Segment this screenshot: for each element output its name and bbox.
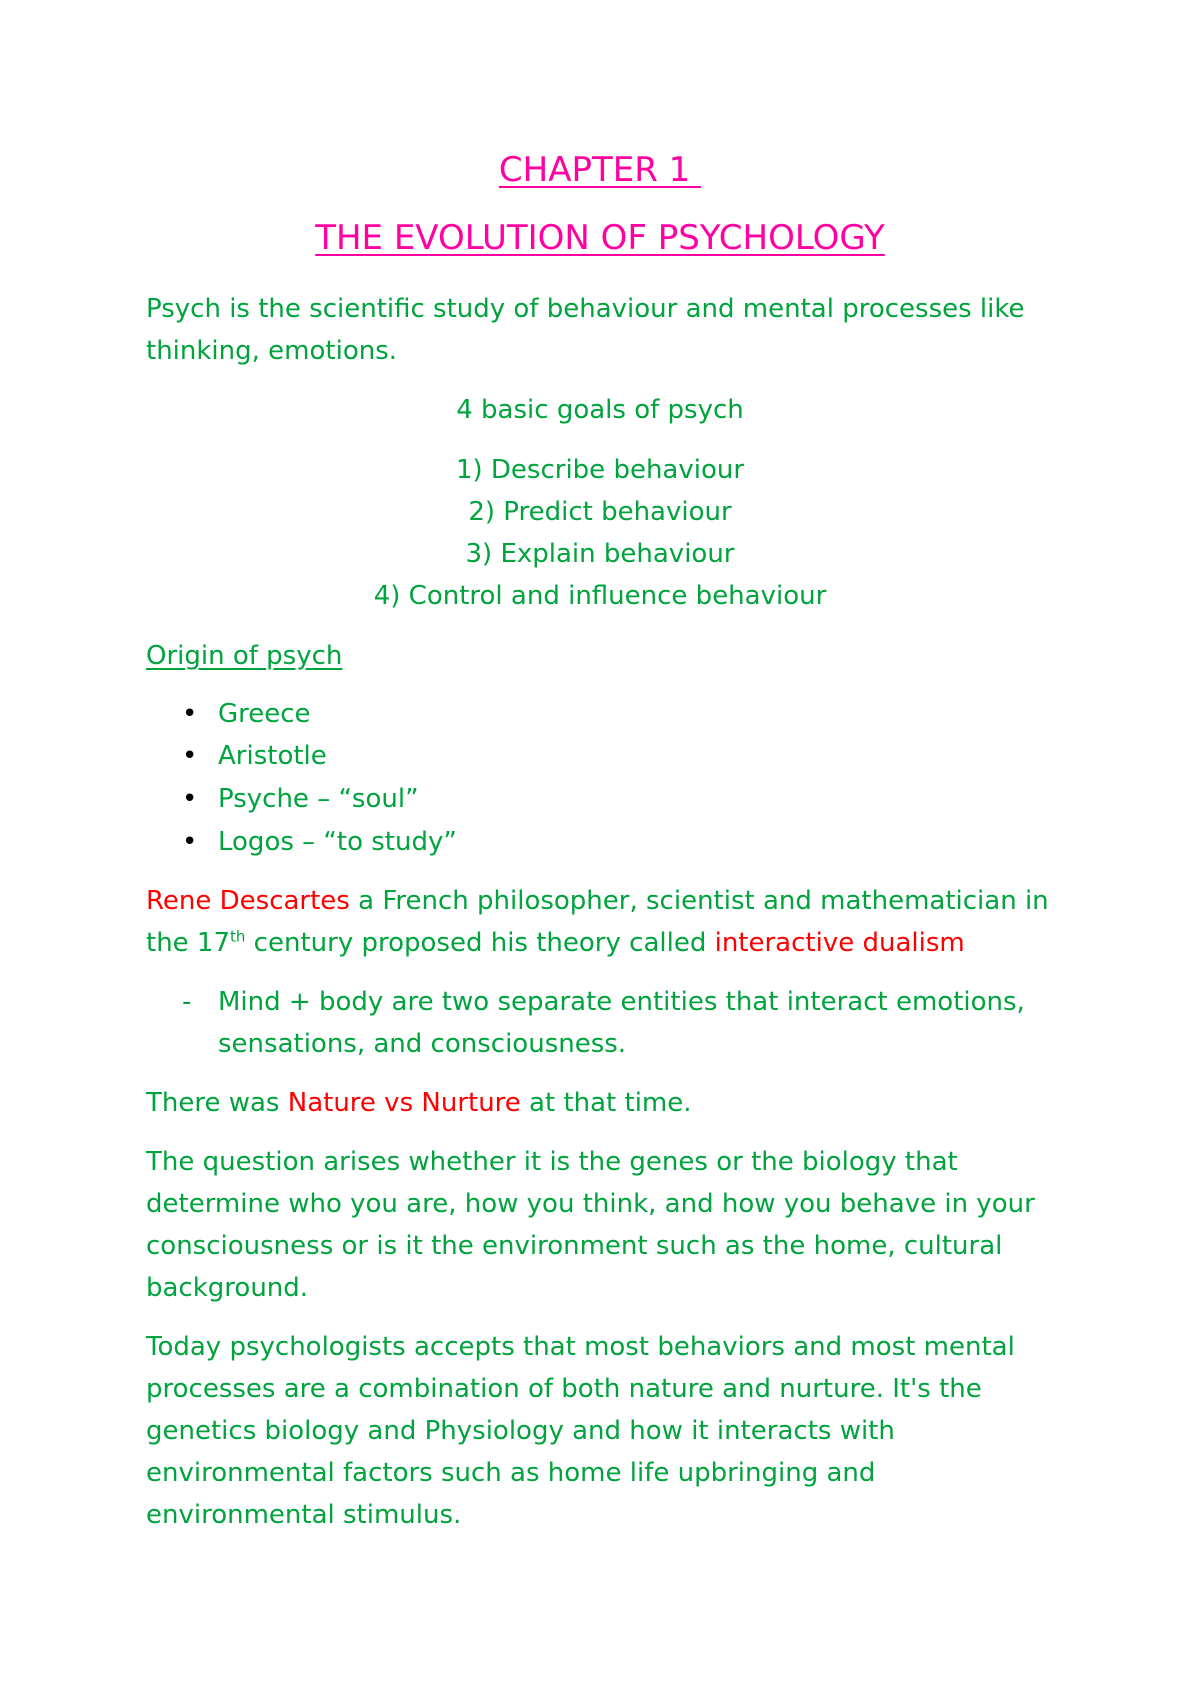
goal-item-3: 3) Explain behaviour bbox=[465, 539, 735, 569]
descartes-line-1 bbox=[146, 884, 1049, 918]
goal-item-4: 4) Control and influence behaviour bbox=[373, 581, 827, 611]
origin-heading: Origin of psych bbox=[146, 641, 343, 671]
dash-item-line-2: sensations, and consciousness. bbox=[218, 1029, 627, 1059]
today-line-3: genetics biology and Physiology and how it interacts with bbox=[146, 1416, 895, 1446]
today-line-5: environmental stimulus. bbox=[146, 1500, 462, 1530]
interactive-dualism-term: interactive dualism bbox=[714, 928, 965, 958]
today-line-4: environmental factors such as home life upbringing and bbox=[146, 1458, 876, 1488]
descartes-description: a French philosopher, scientist and mathematician in bbox=[349, 886, 1049, 916]
question-line-2: determine who you are, how you think, and how you behave in your bbox=[146, 1189, 1035, 1219]
origin-item-aristotle: Aristotle bbox=[218, 741, 327, 771]
question-line-3: consciousness or is it the environment such as the home, cultural bbox=[146, 1231, 1003, 1261]
origin-item-greece: Greece bbox=[218, 699, 311, 729]
nurture-term: Nurture bbox=[421, 1088, 521, 1118]
today-line-2: processes are a combination of both nature and nurture. It's the bbox=[146, 1374, 982, 1404]
descartes-century-b: century proposed his theory called bbox=[245, 928, 715, 958]
origin-item-logos: Logos – “to study” bbox=[218, 827, 457, 857]
nature-line-suffix: at that time. bbox=[520, 1088, 692, 1118]
goal-item-1: 1) Describe behaviour bbox=[455, 455, 745, 485]
bullet-marker: • bbox=[182, 741, 198, 771]
nature-line-prefix: There was bbox=[146, 1088, 288, 1118]
goal-item-2: 2) Predict behaviour bbox=[468, 497, 732, 527]
nature-term: Nature bbox=[287, 1088, 376, 1118]
origin-item-psyche: Psyche – “soul” bbox=[218, 784, 419, 814]
today-line-1: Today psychologists accepts that most behaviors and most mental bbox=[146, 1332, 1015, 1362]
question-line-4: background. bbox=[146, 1273, 309, 1303]
bullet-marker: • bbox=[182, 784, 198, 814]
question-line-1: The question arises whether it is the genes or the biology that bbox=[146, 1147, 958, 1177]
chapter-heading: CHAPTER 1 bbox=[498, 150, 702, 190]
title-heading: THE EVOLUTION OF PSYCHOLOGY bbox=[315, 218, 885, 258]
intro-line-2: thinking, emotions. bbox=[146, 336, 398, 366]
intro-line-1: Psych is the scientific study of behaviour and mental processes like bbox=[146, 294, 1025, 324]
dash-marker: - bbox=[182, 987, 192, 1017]
bullet-marker: • bbox=[182, 699, 198, 729]
descartes-line-2 bbox=[146, 926, 965, 960]
nature-nurture-line bbox=[146, 1086, 692, 1120]
vs-term: vs bbox=[375, 1088, 422, 1118]
dash-item-line-1: Mind + body are two separate entities that interact emotions, bbox=[218, 987, 1025, 1017]
goals-heading: 4 basic goals of psych bbox=[456, 395, 744, 425]
descartes-name: Rene Descartes bbox=[146, 886, 350, 916]
bullet-marker: • bbox=[182, 827, 198, 857]
descartes-century-a: the 17 bbox=[146, 928, 231, 958]
descartes-century-sup: th bbox=[230, 927, 246, 946]
